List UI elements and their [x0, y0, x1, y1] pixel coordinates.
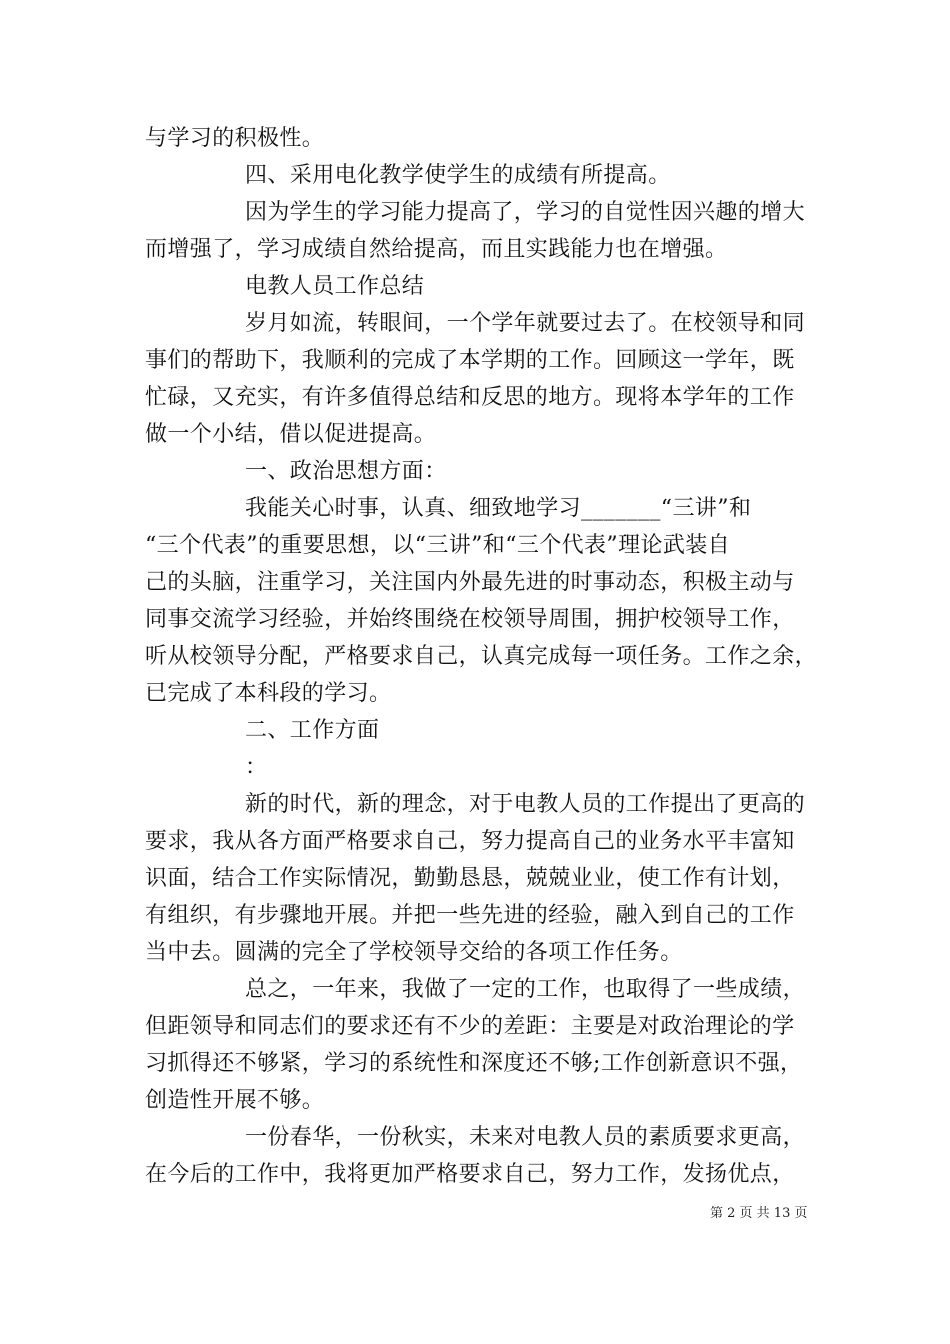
text-line: 事们的帮助下，我顺利的完成了本学期的工作。回顾这一学年，既: [145, 348, 795, 373]
text-line: 与学习的积极性。: [145, 126, 325, 151]
text-line: 已完成了本科段的学习。: [145, 681, 392, 706]
text-line: 但距领导和同志们的要求还有不少的差距：主要是对政治理论的学: [145, 1014, 795, 1039]
text-line: 创造性开展不够。: [145, 1088, 325, 1113]
text-line: “三个代表”的重要思想，以“三讲”和“三个代表”理论武装自: [145, 533, 731, 558]
text-line: 新的时代，新的理念，对于电教人员的工作提出了更高的: [245, 792, 806, 817]
text-line: 识面，结合工作实际情况，勤勤恳恳，兢兢业业，使工作有计划，: [145, 866, 795, 891]
text-line: 在今后的工作中，我将更加严格要求自己，努力工作，发扬优点，: [145, 1162, 795, 1187]
text-line: 有组织，有步骤地开展。并把一些先进的经验，融入到自己的工作: [145, 903, 795, 928]
section-heading: 一、政治思想方面：: [245, 459, 447, 484]
section-heading: 二、工作方面: [245, 718, 380, 743]
text-line: 忙碌，又充实，有许多值得总结和反思的地方。现将本学年的工作: [145, 385, 795, 410]
text-line: 当中去。圆满的完全了学校领导交给的各项工作任务。: [145, 940, 683, 965]
text-line: 因为学生的学习能力提高了，学习的自觉性因兴趣的增大: [245, 200, 806, 225]
text-line: 同事交流学习经验，并始终围绕在校领导周围，拥护校领导工作，: [145, 607, 795, 632]
text-line: 我能关心时事，认真、细致地学习_______“三讲”和: [245, 496, 752, 521]
text-line: 岁月如流，转眼间，一个学年就要过去了。在校领导和同: [245, 311, 806, 336]
text-line: 四、采用电化教学使学生的成绩有所提高。: [245, 163, 671, 188]
text-line: 做一个小结，借以促进提高。: [145, 422, 437, 447]
page-number: 第 2 页 共 13 页: [710, 1206, 808, 1221]
text-line: 总之，一年来，我做了一定的工作，也取得了一些成绩，: [245, 977, 806, 1002]
text-line: 要求，我从各方面严格要求自己，努力提高自己的业务水平丰富知: [145, 829, 795, 854]
section-heading: 电教人员工作总结: [245, 274, 425, 299]
text-line: 己的头脑，注重学习，关注国内外最先进的时事动态，积极主动与: [145, 570, 795, 595]
text-line: 一份春华，一份秋实，未来对电教人员的素质要求更高，: [245, 1125, 806, 1150]
text-line: 而增强了，学习成绩自然给提高，而且实践能力也在增强。: [145, 237, 728, 262]
text-line: 听从校领导分配，严格要求自己，认真完成每一项任务。工作之余，: [145, 644, 818, 669]
text-line: ：: [245, 755, 268, 780]
text-line: 习抓得还不够紧，学习的系统性和深度还不够;工作创新意识不强，: [145, 1051, 803, 1076]
